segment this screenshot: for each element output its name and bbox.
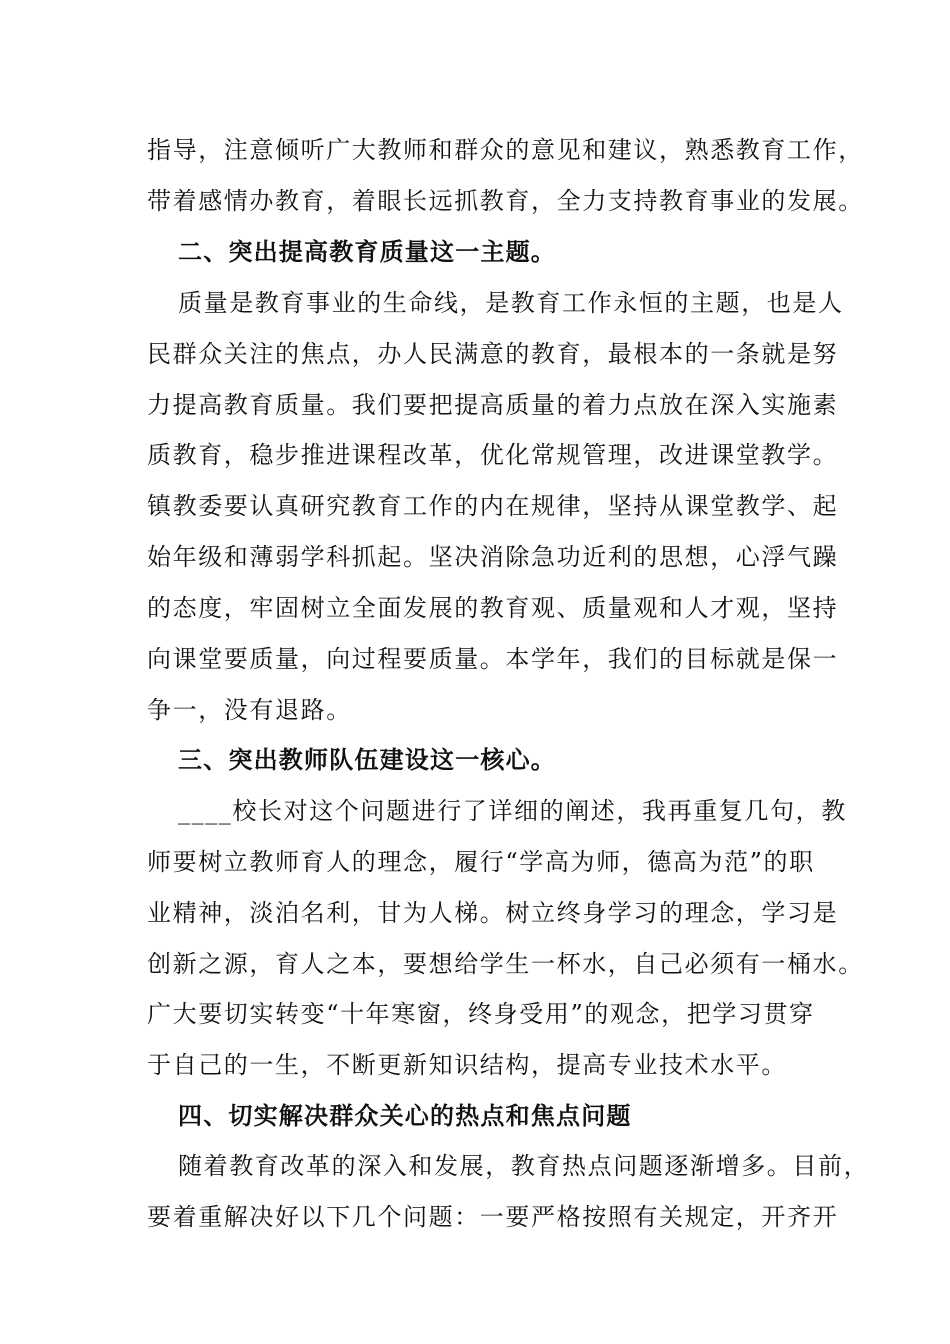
body-text-line: 质量是教育事业的生命线，是教育工作永恒的主题，也是人 xyxy=(178,289,844,317)
section-heading-2: 二、突出提高教育质量这一主题。 xyxy=(178,237,556,266)
body-text-line: 向课堂要质量，向过程要质量。本学年，我们的目标就是保一 xyxy=(147,645,839,673)
body-text-line: 师要树立教师育人的理念，履行“学高为师，德高为范”的职 xyxy=(147,848,815,876)
body-text-line: 的态度，牢固树立全面发展的教育观、质量观和人才观，坚持 xyxy=(147,594,839,622)
body-text-line: 广大要切实转变“十年寒窗，终身受用”的观念，把学习贯穿 xyxy=(147,1000,815,1028)
body-text-line: ____校长对这个问题进行了详细的阐述，我再重复几句，教 xyxy=(178,797,847,825)
body-text-line: 业精神，淡泊名利，甘为人梯。树立终身学习的理念，学习是 xyxy=(147,899,839,927)
section-heading-3: 三、突出教师队伍建设这一核心。 xyxy=(178,745,556,774)
body-text-line: 始年级和薄弱学科抓起。坚决消除急功近利的思想，心浮气躁 xyxy=(147,543,839,571)
body-text-line: 力提高教育质量。我们要把提高质量的着力点放在深入实施素 xyxy=(147,391,839,419)
body-text-line: 带着感情办教育，着眼长远抓教育，全力支持教育事业的发展。 xyxy=(147,187,864,215)
body-text-line: 于自己的一生，不断更新知识结构，提高专业技术水平。 xyxy=(147,1051,787,1079)
body-text-line: 争一，没有退路。 xyxy=(147,696,352,724)
body-text-line: 镇教委要认真研究教育工作的内在规律，坚持从课堂教学、起 xyxy=(147,492,839,520)
body-text-line: 要着重解决好以下几个问题：一要严格按照有关规定，开齐开 xyxy=(147,1203,839,1231)
body-text-line: 随着教育改革的深入和发展，教育热点问题逐渐增多。目前， xyxy=(178,1152,870,1180)
section-heading-4: 四、切实解决群众关心的热点和焦点问题 xyxy=(178,1101,632,1130)
body-text-line: 创新之源，育人之本，要想给学生一杯水，自己必须有一桶水。 xyxy=(147,950,864,978)
body-text-line: 民群众关注的焦点，办人民满意的教育，最根本的一条就是努 xyxy=(147,340,839,368)
body-text-line: 质教育，稳步推进课程改革，优化常规管理，改进课堂教学。 xyxy=(147,441,839,469)
body-text-line: 指导，注意倾听广大教师和群众的意见和建议，熟悉教育工作， xyxy=(147,136,864,164)
